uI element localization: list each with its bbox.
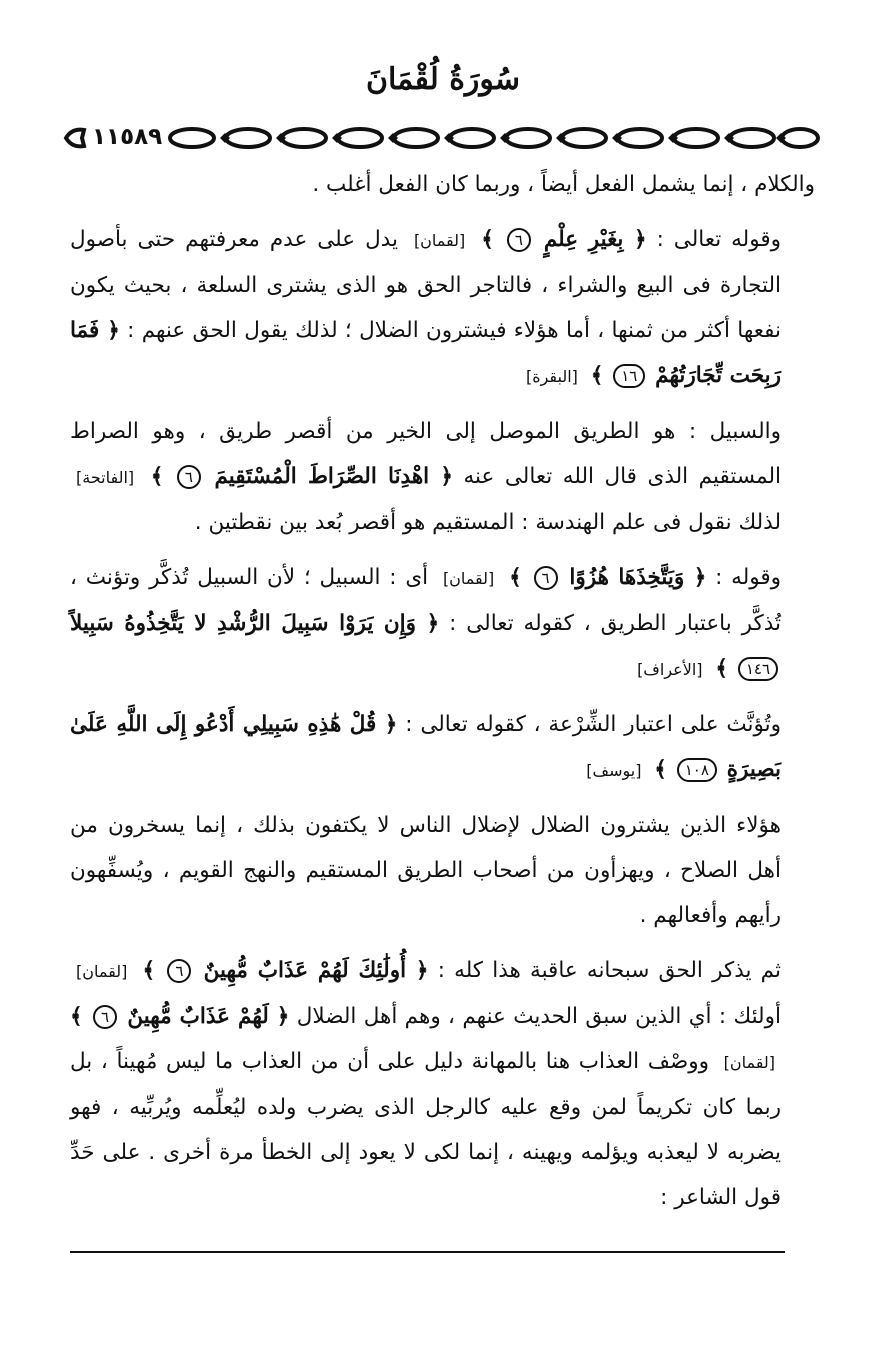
surah-reference: [يوسف] [586, 761, 642, 780]
quran-verse: ﴿ اهْدِنَا الصِّرَاطَ الْمُسْتَقِيمَ [214, 464, 453, 489]
page-body [70, 162, 815, 1220]
paragraph-text: وقوله : [706, 565, 782, 590]
ayah-number: ١٤٦ [738, 657, 778, 681]
ornament-bar [62, 122, 822, 154]
ayah-number: ٦ [177, 465, 201, 489]
surah-reference: [لقمان] [723, 1053, 775, 1072]
quran-verse: ﴿ لَهُمْ عَذَابٌ مُّهِينٌ [127, 1004, 290, 1029]
paragraph-text: أولئك : أي الذين سبق الحديث عنهم ، وهم أهل الضلال [289, 1004, 781, 1029]
ayah-number: ١٠٨ [677, 758, 717, 782]
verse-close-bracket: ﴾ [715, 656, 728, 681]
surah-reference: [الأعراف] [637, 660, 703, 679]
paragraph-text: ثم يذكر الحق سبحانه عاقبة هذا كله : [428, 958, 781, 983]
paragraph-text: هؤلاء الذين يشترون الضلال لإضلال الناس لا يكتفون بذلك ، إنما يسخرون من أهل الصلاح ، ويهزأون من أصحاب الطريق المستقيم والنهج القويم ، ويُسفِّهون رأيهم وأفعالهم . [70, 813, 781, 928]
ayah-number: ٦ [167, 959, 191, 983]
quran-verse: ﴿ قُلْ هَٰذِهِ سَبِيلِي أَدْعُو إِلَى اللَّهِ عَلَىٰ بَصِيرَةٍ [70, 712, 781, 782]
surah-reference: [لقمان] [76, 962, 128, 981]
footer-rule [70, 1251, 785, 1253]
paragraph-text: يدل على عدم معرفتهم حتى بأصول التجارة فى البيع والشراء ، فالتاجر الحق هو الذى يشترى السلعة ، بحيث يكون نفعها أكثر من ثمنها ، أما هؤلاء فيشترون الضلال ؛ لذلك يقول الحق عنهم : [70, 227, 781, 343]
ayah-number: ١٦ [613, 364, 645, 388]
verse-close-bracket: ﴾ [590, 363, 604, 388]
paragraph-text: وتُؤنَّث على اعتبار الشِّرْعة ، كقوله تعالى : [397, 712, 781, 737]
paragraph-7 [70, 948, 815, 1220]
quran-verse: ﴿ وَيَتَّخِذَهَا هُزُوًا [569, 565, 707, 590]
quran-verse: ﴿ فَمَا رَبِحَت تِّجَارَتُهُمْ [70, 318, 781, 388]
surah-title: سُورَةُ لُقْمَانَ [365, 62, 521, 97]
paragraph-6 [70, 803, 815, 938]
paragraph-text: أى : السبيل ؛ لأن السبيل تُذكَّر وتؤنث ، تُذكَّر باعتبار الطريق ، كقوله تعالى : [70, 565, 781, 636]
verse-close-bracket: ﴾ [150, 464, 164, 489]
ayah-number: ٦ [507, 228, 531, 252]
verse-close-bracket: ﴾ [654, 757, 667, 782]
paragraph-text: لذلك نقول فى علم الهندسة : المستقيم هو أقصر بُعد بين نقطتين . [194, 510, 781, 535]
ayah-number: ٦ [93, 1005, 117, 1029]
paragraph-2 [70, 217, 815, 399]
paragraph-1 [70, 162, 815, 207]
surah-reference: [البقرة] [525, 367, 578, 386]
verse-close-bracket: ﴾ [142, 958, 156, 983]
paragraph-text: والسبيل : هو الطريق الموصل إلى الخير من أقصر طريق ، وهو الصراط المستقيم الذى قال الله تعالى عنه [70, 419, 781, 489]
surah-reference: [لقمان] [442, 569, 495, 588]
surah-reference: [الفاتحة] [76, 468, 135, 487]
paragraph-text: وقوله تعالى : [646, 227, 781, 252]
verse-close-bracket: ﴾ [70, 1004, 83, 1029]
paragraph-5 [70, 702, 815, 793]
surah-reference: [لقمان] [413, 231, 466, 250]
ornament-chain-icon [62, 122, 822, 154]
quran-verse: ﴿ وَإِن يَرَوْا سَبِيلَ الرُّشْدِ لا يَتَّخِذُوهُ سَبِيلاً [70, 611, 440, 636]
paragraph-text: ووصْف العذاب هنا بالمهانة دليل على أن من العذاب ما ليس مُهيناً ، بل ربما كان تكريماً لمن وقع عليه كالرجل الذى يضرب ولده ليُعلِّمه ويُربِّيه ، فهو يضربه لا ليعذبه ويؤلمه ويهينه ، إنما لكى لا يعود إلى الخطأ مرة أخرى . على حَدِّ قول الشاعر : [70, 1049, 781, 1210]
verse-close-bracket: ﴾ [481, 227, 494, 252]
paragraph-text: والكلام ، إنما يشمل الفعل أيضاً ، وربما كان الفعل أغلب . [312, 172, 815, 197]
quran-verse: ﴿ بِغَيْرِ عِلْمٍ [543, 227, 647, 252]
page-number: ١١٥٨٩ [90, 120, 164, 154]
paragraph-4 [70, 555, 815, 692]
verse-close-bracket: ﴾ [509, 565, 522, 590]
quran-verse: ﴿ أُولَٰئِكَ لَهُمْ عَذَابٌ مُّهِينٌ [203, 958, 429, 983]
paragraph-3 [70, 409, 815, 545]
ayah-number: ٦ [534, 566, 558, 590]
